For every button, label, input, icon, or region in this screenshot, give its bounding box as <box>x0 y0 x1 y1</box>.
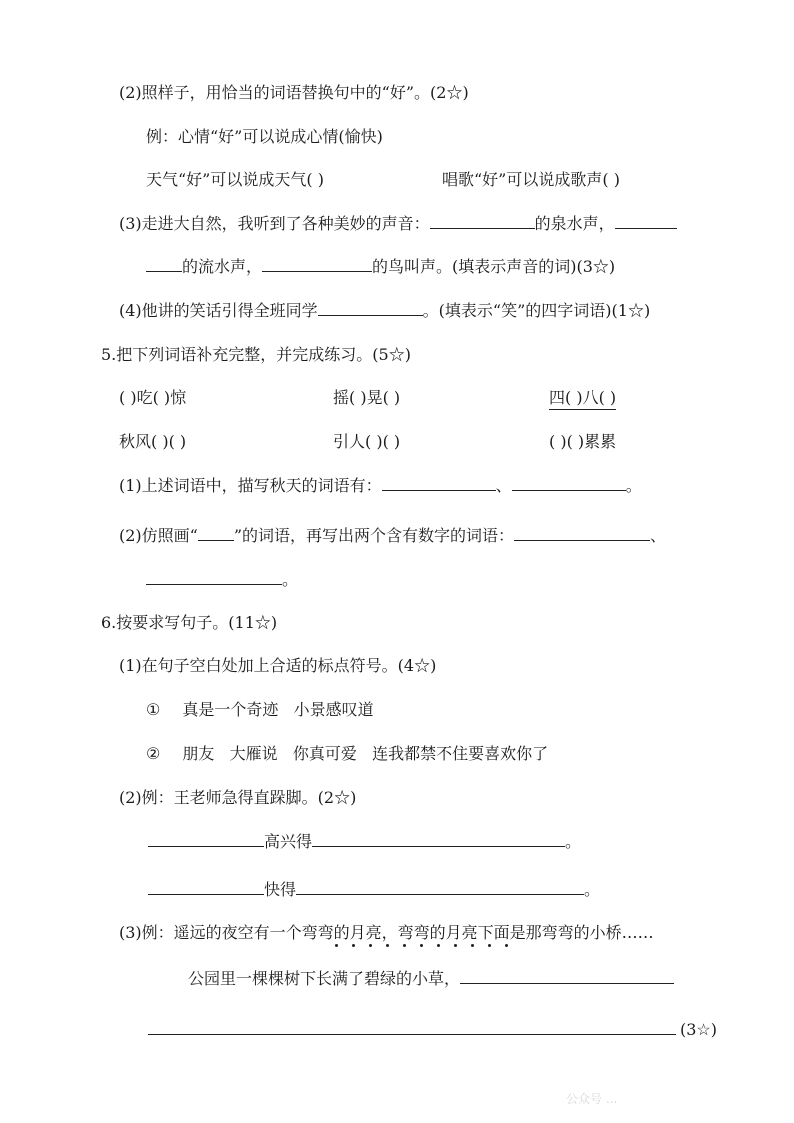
q6-part2-line-a <box>148 829 581 852</box>
q4-part3-line1 <box>119 211 677 234</box>
answer-blank-predicate-b[interactable] <box>296 878 584 895</box>
answer-blank-subject-a[interactable] <box>148 830 264 847</box>
answer-blank-bird-sound[interactable] <box>262 255 372 272</box>
q5-part2-line2 <box>146 567 298 590</box>
answer-blank-spring-sound[interactable] <box>430 212 535 229</box>
answer-blank-autumn-word-1[interactable] <box>382 474 496 491</box>
sentence-number-2: ② <box>146 744 161 763</box>
q6-part2-title: (2)例：王老师急得直跺脚。(2☆) <box>119 788 357 807</box>
q5-part1-line <box>119 473 642 496</box>
q4-part3-text-c: 的流水声， <box>182 257 263 276</box>
q5-word-6: ( )( )累累 <box>549 432 617 451</box>
q5-word-2: 摇( )晃( ) <box>333 388 401 407</box>
q4-part2-example: 例：心情“好”可以说成心情(愉快) <box>146 127 383 146</box>
q5-part1-text: (1)上述词语中，描写秋天的词语有： <box>119 476 382 495</box>
q5-word-4: 秋风( )( ) <box>119 432 187 451</box>
answer-blank-sentence-a[interactable] <box>460 967 674 984</box>
q4-part2-item-singing: 唱歌“好”可以说成歌声( ) <box>442 170 620 189</box>
q6-part3-score: (3☆) <box>680 1020 718 1039</box>
answer-blank-number-word-2[interactable] <box>146 568 282 585</box>
sentence-2-text: 朋友 大雁说 你真可爱 连我都禁不住要喜欢你了 <box>182 744 549 763</box>
q6-part3-example: (3)例：遥远的夜空有一个弯弯的月亮，弯弯的月亮下面是那弯弯的小桥…… <box>119 923 654 942</box>
q5-part2-line <box>119 523 666 546</box>
q6-part2-item-a: 高兴得 <box>264 832 313 851</box>
q5-word-1: ( )吃( )惊 <box>119 388 187 407</box>
answer-blank-water-sound-b[interactable] <box>146 255 182 272</box>
q6-title: 6.按要求写句子。(11☆) <box>101 613 278 632</box>
q4-part3-line2 <box>146 254 615 277</box>
q6-part1-sentence-1 <box>146 697 374 720</box>
q5-word-5: 引人( )( ) <box>333 432 401 451</box>
q4-part2-item-weather: 天气“好”可以说成天气( ) <box>146 170 324 189</box>
answer-blank-autumn-word-2[interactable] <box>512 474 626 491</box>
answer-blank-water-sound-a[interactable] <box>615 212 677 229</box>
q5-part2-text-b: ”的词语，再写出两个含有数字的词语： <box>233 526 515 545</box>
q5-part1-sep: 、 <box>495 476 512 495</box>
q5-word-3-underlined: 四( )八( ) <box>549 385 616 410</box>
q5-part2-sep: 、 <box>650 526 667 545</box>
q4-part3-text-b: 的泉水声， <box>534 214 615 233</box>
q5-part1-end: 。 <box>625 476 642 495</box>
sentence-number-1: ① <box>146 700 161 719</box>
q6-part1-sentence-2 <box>146 741 548 764</box>
watermark: 公众号 ... <box>566 1092 618 1106</box>
q6-part2-item-b: 快得 <box>264 880 297 899</box>
q6-part2-end-b: 。 <box>584 880 601 899</box>
q6-part3-prompt-line <box>188 966 674 989</box>
q4-part4-text-a: (4)他讲的笑话引得全班同学 <box>119 301 318 320</box>
q6-part1-title: (1)在句子空白处加上合适的标点符号。(4☆) <box>119 656 437 675</box>
sentence-1-text: 真是一个奇迹 小景感叹道 <box>182 700 374 719</box>
q4-part4-text-b: 。(填表示“笑”的四字词语)(1☆) <box>422 301 651 320</box>
q5-part2-text-a: (2)仿照画“ <box>119 526 198 545</box>
answer-blank-subject-b[interactable] <box>148 878 264 895</box>
q4-part4-line <box>119 298 650 321</box>
answer-blank-predicate-a[interactable] <box>312 830 565 847</box>
q6-part2-end-a: 。 <box>565 832 582 851</box>
q5-title: 5.把下列词语补充完整，并完成练习。(5☆) <box>101 345 411 364</box>
answer-blank-laugh-idiom[interactable] <box>318 299 423 316</box>
q5-part2-end: 。 <box>282 570 299 589</box>
answer-blank-sentence-b[interactable] <box>148 1018 676 1035</box>
q4-part2-title: (2)照样子，用恰当的词语替换句中的“好”。(2☆) <box>119 83 469 102</box>
q4-part3-text-d: 的鸟叫声。(填表示声音的词)(3☆) <box>372 257 616 276</box>
underline-sample <box>198 524 234 541</box>
q6-part2-line-b <box>148 877 600 900</box>
q6-part3-answer-line <box>148 1018 717 1039</box>
q4-part3-text-a: (3)走进大自然，我听到了各种美妙的声音： <box>119 214 430 233</box>
answer-blank-number-word-1[interactable] <box>514 524 650 541</box>
q6-part3-prompt: 公园里一棵棵树下长满了碧绿的小草， <box>188 969 461 988</box>
